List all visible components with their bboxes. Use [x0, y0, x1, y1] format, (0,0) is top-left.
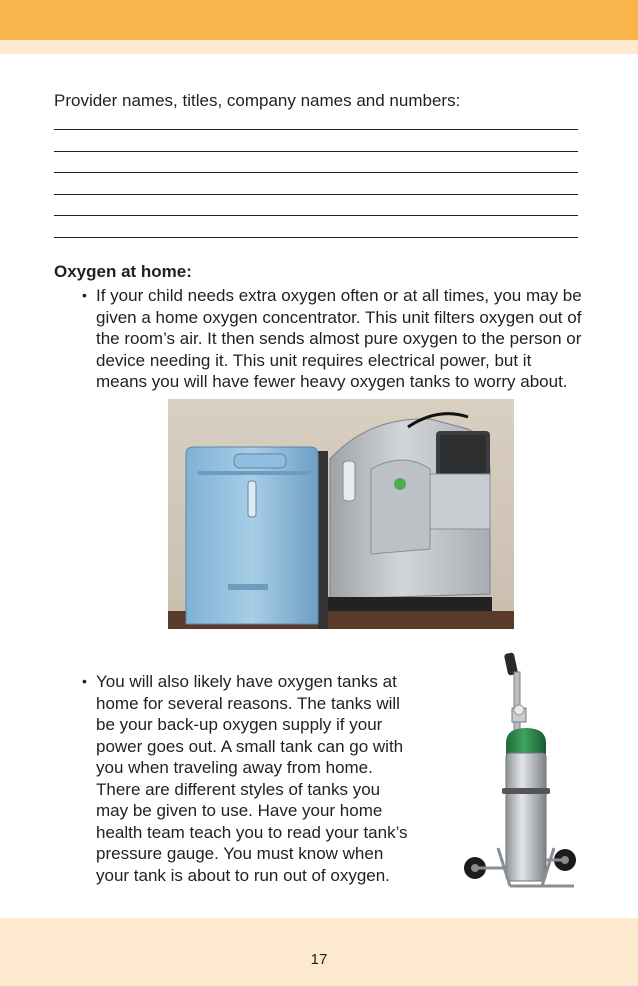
write-in-line	[54, 194, 578, 195]
write-in-line	[54, 151, 578, 152]
bullet-dot: •	[82, 287, 87, 303]
header-band	[0, 0, 638, 40]
bullet-dot: •	[82, 673, 87, 689]
header-accent-band	[0, 40, 638, 54]
write-in-line	[54, 237, 578, 238]
bullet-text: You will also likely have oxygen tanks at home for several reasons. The tanks will be your back-up oxygen supply if your power goes out. A small tank can go with you when traveling away from home. There are different styles of tanks you may be given to use. Have your home health team teach you to read your tank’s pressure gauge. You must know when your tank is about to run out of oxygen.	[96, 672, 408, 885]
oxygen-concentrator-photo	[168, 399, 514, 629]
section-heading: Oxygen at home:	[54, 262, 192, 281]
oxygen-tank-photo	[458, 648, 586, 903]
provider-label: Provider names, titles, company names and numbers:	[54, 91, 461, 110]
bullet-item	[82, 671, 414, 886]
write-in-line	[54, 172, 578, 173]
write-in-line	[54, 215, 578, 216]
bullet-item	[82, 285, 586, 393]
page-number: 17	[310, 951, 328, 968]
bullet-text: If your child needs extra oxygen often or at all times, you may be given a home oxygen concentrator. This unit filters oxygen out of the room’s air. It then sends almost pure oxygen to the person or device needing it. This unit requires electrical power, but it means you will have fewer heavy oxygen tanks to worry about.	[96, 286, 582, 391]
write-in-line	[54, 129, 578, 130]
